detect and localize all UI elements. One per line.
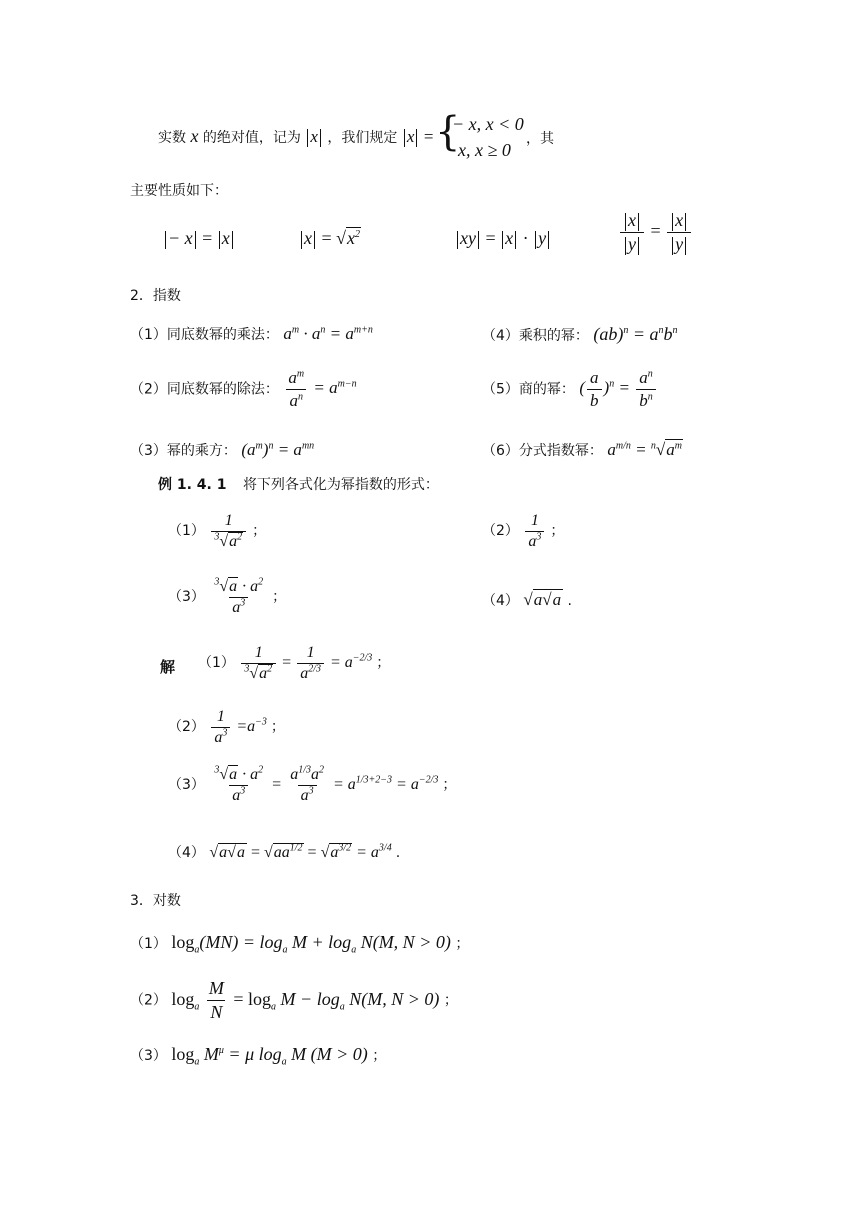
piecewise-brace: { <box>435 109 461 155</box>
intro-var-x: x <box>190 126 199 146</box>
intro-mid1: 的绝对值，记为 <box>202 130 301 146</box>
intro-prefix: 实数 <box>158 130 186 146</box>
example-text: 将下列各式化为幂指数的形式： <box>242 477 439 493</box>
rule1: （1）同底数幂的乘法： $a^m \cdot a^n = a^{m+n}$ <box>130 324 373 343</box>
example-title: 例 1. 4. 1 <box>158 477 227 493</box>
abs-x-2: x <box>406 127 415 146</box>
solution-2: （2） $\frac{1}{a^3}$ $=a^{-3}$ ； <box>168 708 285 746</box>
question-4: （4） √a√a . <box>482 590 572 609</box>
rule5: （5）商的幂： ( $\frac{a}{b}$ )$^n$ = $\frac{a^n}{b^n}$ <box>482 368 658 411</box>
question-2: （2） $\frac{1}{a^3}$ ； <box>482 512 565 550</box>
piecewise-case1: − x, x < 0 <box>452 114 524 134</box>
rule6: （6）分式指数幂： $a^{m/n} = ^n√a^m$ <box>482 440 682 459</box>
rule4: （4）乘积的幂： $(ab)^n = a^nb^n$ <box>482 324 678 344</box>
example-heading <box>158 474 439 494</box>
question-1: （1） $\frac{1}{^3√a^2}$ ； <box>168 512 267 550</box>
solution-title: 解 <box>160 658 176 676</box>
intro-mid2: ，我们规定 <box>327 130 398 146</box>
section3-title: 3．对数 <box>130 893 181 909</box>
intro-line2: 主要性质如下： <box>130 183 228 199</box>
section2-title: 2．指数 <box>130 288 181 304</box>
solution-3: （3） $\frac{^3√a \cdot a^2}{a^3}$ = $\frac{a^{1/3}a^2}{a^3}$ = $a^{1/3+2-3} = a^{-2/3}$ ； <box>168 764 457 804</box>
log-rule-1: （1） $\log_a(MN) = \log_a M + \log_a N(M$, N > 0) ； <box>130 932 470 956</box>
solution-1: （1） $\frac{1}{^3√a^2}$ = $\frac{1}{a^{2/3}}$ = $a^{-2/3}$ ； <box>198 644 391 682</box>
intro-line: 实数 x 的绝对值，记为 x ，我们规定 x = <box>158 126 434 146</box>
abs-x-1: x <box>310 127 318 146</box>
abs-property-2: $x = √x^2$ <box>299 228 361 249</box>
abs-property-1: − x = x <box>163 228 235 249</box>
log-rule-2: （2） $\log_a$ $\frac{M}{N}$ = $\log_a M - \log_a N(M$, N > 0) ； <box>130 978 458 1022</box>
abs-property-4: $\frac{x}{y}$ = $\frac{x}{y}$ <box>618 210 693 255</box>
rule2: （2）同底数幂的除法： $\frac{a^m}{a^n}$ = $a^{m-n}$ <box>130 368 357 410</box>
solution-4: （4） $√a√a = √aa^{1/2} = √a^{3/2} = a^{3/4}$ . <box>168 842 401 861</box>
piecewise-case2: x, x ≥ 0 <box>458 140 511 160</box>
question-3: （3） $\frac{^3√a \cdot a^2}{a^3}$ ； <box>168 576 287 616</box>
log-rule-3: （3） $\log_a M^\mu = \mu$ $\log_a M$ (M > 0) ； <box>130 1044 387 1068</box>
intro-suffix: ，其 <box>526 131 554 147</box>
rule3: （3）幂的乘方： $(a^m)^n = a^{mn}$ <box>130 440 315 459</box>
abs-property-3: xy = x · y <box>455 228 551 249</box>
